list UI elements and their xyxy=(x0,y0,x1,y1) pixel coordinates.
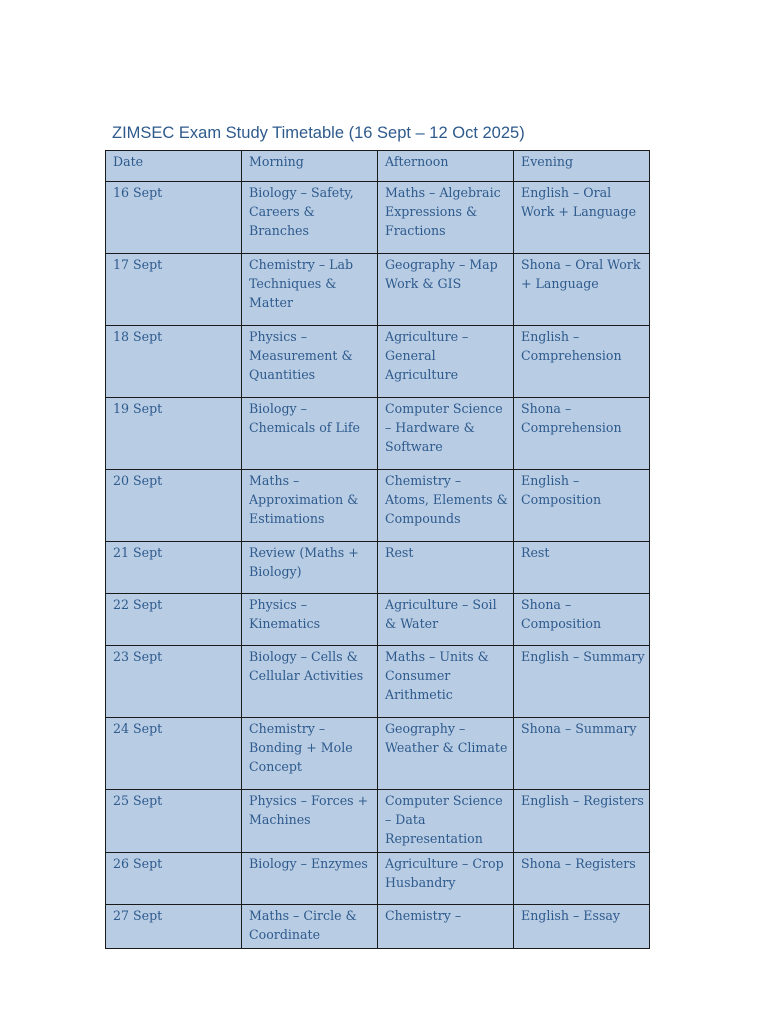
morning-cell: Physics – Kinematics xyxy=(242,594,378,646)
afternoon-cell: Rest xyxy=(378,542,514,594)
date-cell: 27 Sept xyxy=(106,905,242,949)
evening-cell: Shona – Comprehension xyxy=(514,398,650,470)
afternoon-cell: Geography – Map Work & GIS xyxy=(378,254,514,326)
header-cell-date: Date xyxy=(106,151,242,182)
morning-cell: Chemistry – Lab Techniques & Matter xyxy=(242,254,378,326)
table-row xyxy=(106,646,650,718)
date-cell: 20 Sept xyxy=(106,470,242,542)
evening-cell: English – Oral Work + Language xyxy=(514,182,650,254)
table-row xyxy=(106,542,650,594)
table-row xyxy=(106,790,650,853)
morning-cell: Biology – Chemicals of Life xyxy=(242,398,378,470)
header-cell-morning: Morning xyxy=(242,151,378,182)
evening-cell: Rest xyxy=(514,542,650,594)
morning-cell: Chemistry – Bonding + Mole Concept xyxy=(242,718,378,790)
evening-cell: Shona – Oral Work + Language xyxy=(514,254,650,326)
afternoon-cell: Computer Science – Hardware & Software xyxy=(378,398,514,470)
date-cell: 26 Sept xyxy=(106,853,242,905)
document-title: ZIMSEC Exam Study Timetable (16 Sept – 12 Oct 2025) xyxy=(112,124,525,142)
date-cell: 25 Sept xyxy=(106,790,242,853)
evening-cell: English – Essay xyxy=(514,905,650,949)
morning-cell: Physics – Forces + Machines xyxy=(242,790,378,853)
table-row xyxy=(106,594,650,646)
date-cell: 23 Sept xyxy=(106,646,242,718)
table-row xyxy=(106,398,650,470)
afternoon-cell: Chemistry – xyxy=(378,905,514,949)
header-cell-evening: Evening xyxy=(514,151,650,182)
date-cell: 21 Sept xyxy=(106,542,242,594)
header-cell-afternoon: Afternoon xyxy=(378,151,514,182)
afternoon-cell: Agriculture – Crop Husbandry xyxy=(378,853,514,905)
table-row xyxy=(106,326,650,398)
date-cell: 16 Sept xyxy=(106,182,242,254)
table-row xyxy=(106,470,650,542)
table-row xyxy=(106,182,650,254)
afternoon-cell: Agriculture – General Agriculture xyxy=(378,326,514,398)
afternoon-cell: Agriculture – Soil & Water xyxy=(378,594,514,646)
evening-cell: English – Comprehension xyxy=(514,326,650,398)
table-row xyxy=(106,853,650,905)
date-cell: 19 Sept xyxy=(106,398,242,470)
morning-cell: Biology – Cells & Cellular Activities xyxy=(242,646,378,718)
evening-cell: Shona – Registers xyxy=(514,853,650,905)
morning-cell: Review (Maths + Biology) xyxy=(242,542,378,594)
date-cell: 22 Sept xyxy=(106,594,242,646)
afternoon-cell: Maths – Algebraic Expressions & Fractions xyxy=(378,182,514,254)
date-cell: 17 Sept xyxy=(106,254,242,326)
evening-cell: English – Composition xyxy=(514,470,650,542)
evening-cell: Shona – Summary xyxy=(514,718,650,790)
table-header-row xyxy=(106,151,650,182)
afternoon-cell: Maths – Units & Consumer Arithmetic xyxy=(378,646,514,718)
morning-cell: Maths – Circle & Coordinate xyxy=(242,905,378,949)
morning-cell: Biology – Safety, Careers & Branches xyxy=(242,182,378,254)
evening-cell: Shona – Composition xyxy=(514,594,650,646)
morning-cell: Maths – Approximation & Estimations xyxy=(242,470,378,542)
table-row xyxy=(106,254,650,326)
table-row xyxy=(106,718,650,790)
morning-cell: Physics – Measurement & Quantities xyxy=(242,326,378,398)
morning-cell: Biology – Enzymes xyxy=(242,853,378,905)
date-cell: 18 Sept xyxy=(106,326,242,398)
afternoon-cell: Chemistry – Atoms, Elements & Compounds xyxy=(378,470,514,542)
timetable xyxy=(105,150,650,949)
evening-cell: English – Summary xyxy=(514,646,650,718)
date-cell: 24 Sept xyxy=(106,718,242,790)
afternoon-cell: Computer Science – Data Representation xyxy=(378,790,514,853)
table-row xyxy=(106,905,650,949)
afternoon-cell: Geography – Weather & Climate xyxy=(378,718,514,790)
evening-cell: English – Registers xyxy=(514,790,650,853)
